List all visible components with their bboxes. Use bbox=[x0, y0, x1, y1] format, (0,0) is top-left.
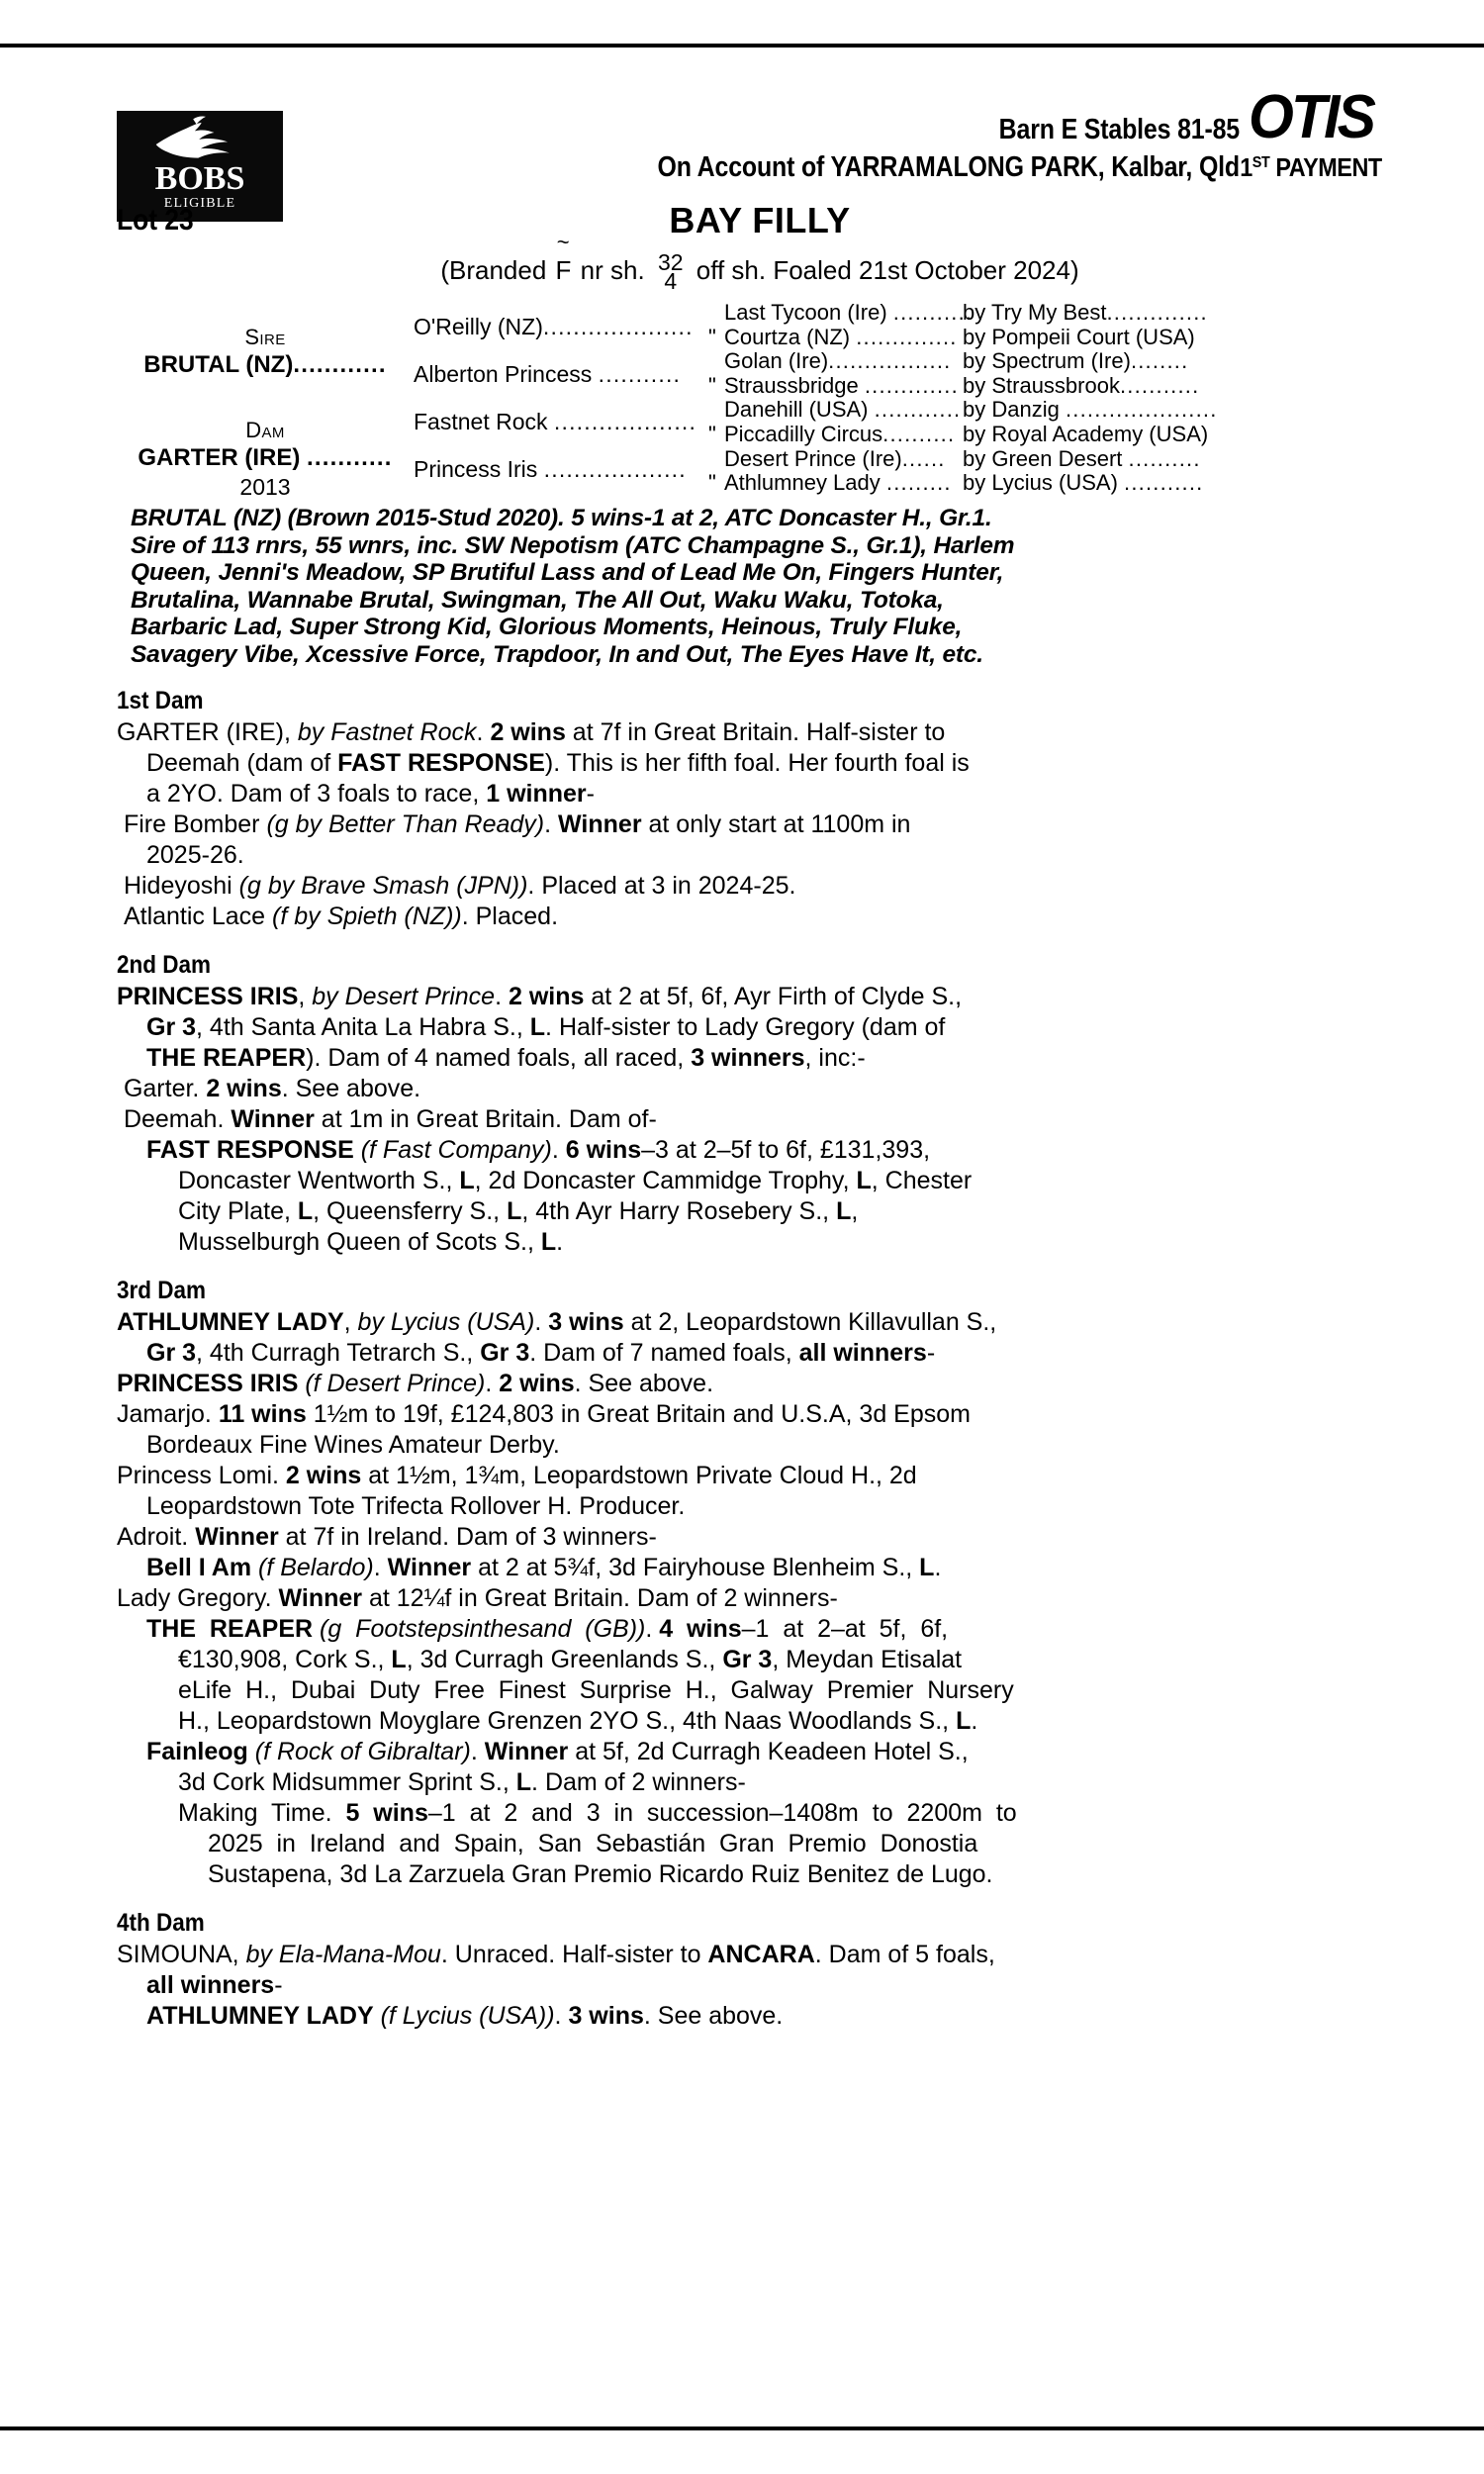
lot-number: Lot 23 bbox=[117, 204, 194, 237]
brand-letter: ~ F bbox=[555, 230, 572, 285]
pedigree-text-line: Princess Lomi. 2 wins at 1½m, 1¾m, Leopardstown Private Cloud H., 2d bbox=[117, 1462, 917, 1489]
brand-near-shoulder: nr sh. bbox=[580, 255, 645, 285]
sire-paragraph-line: BRUTAL (NZ) (Brown 2015-Stud 2020). 5 wins-1 at 2, ATC Doncaster H., Gr.1. bbox=[131, 505, 992, 531]
pedigree-text-line: FAST RESPONSE (f Fast Company). 6 wins–3 at 2–5f to 6f, £131,393, bbox=[146, 1136, 931, 1164]
otis-wordmark: OTIS bbox=[1248, 83, 1374, 151]
dam-section-heading: 1st Dam bbox=[117, 687, 204, 714]
pedigree-g3-row: " Athlumney Lady ......... bbox=[708, 470, 952, 496]
pedigree-sire-group bbox=[117, 325, 414, 380]
pedigree-text-line: GARTER (IRE), by Fastnet Rock. 2 wins at 7f in Great Britain. Half-sister to bbox=[117, 718, 946, 746]
otis-logo bbox=[1219, 83, 1403, 182]
dam-label: Dam bbox=[245, 418, 285, 442]
pedigree-g3-row: Danehill (USA) ............ bbox=[724, 397, 962, 423]
page-content bbox=[117, 69, 1403, 2032]
pedigree-g3-row: " Straussbridge ............. bbox=[708, 372, 959, 398]
bobs-wordmark: BOBS bbox=[154, 160, 245, 197]
brand-suffix: off sh. Foaled 21st October 2024) bbox=[696, 255, 1079, 285]
pedigree-text-line: Deemah. Winner at 1m in Great Britain. Dam of- bbox=[117, 1105, 657, 1133]
pedigree-g3-row: Last Tycoon (Ire) ........... bbox=[724, 300, 974, 325]
pedigree-text-line: Lady Gregory. Winner at 12¼f in Great Britain. Dam of 2 winners- bbox=[117, 1584, 838, 1612]
pedigree-text-line: Making Time. 5 wins–1 at 2 and 3 in succession–1408m to 2200m to bbox=[178, 1799, 1017, 1827]
dam-foaling-year: 2013 bbox=[239, 474, 291, 500]
pedigree-text-line: Musselburgh Queen of Scots S., L. bbox=[178, 1228, 564, 1256]
pedigree-text-line: all winners- bbox=[146, 1971, 283, 1999]
dam-name: GARTER (IRE) ........... bbox=[138, 444, 393, 471]
dam-section-body bbox=[117, 982, 1403, 1258]
pedigree-g4-row: by Royal Academy (USA) bbox=[963, 421, 1209, 446]
pedigree-text-line: Leopardstown Tote Trifecta Rollover H. Producer. bbox=[146, 1492, 686, 1520]
dam-section-heading: 3rd Dam bbox=[117, 1277, 207, 1304]
pedigree-text-line: THE REAPER). Dam of 4 named foals, all raced, 3 winners, inc:- bbox=[146, 1044, 866, 1072]
barn-stables-label: Barn E Stables 81-85 bbox=[998, 114, 1240, 145]
pedigree-text-line: a 2YO. Dam of 3 foals to race, 1 winner- bbox=[146, 780, 595, 808]
pedigree-text-line: City Plate, L, Queensferry S., L, 4th Ayr Harry Rosebery S., L, bbox=[178, 1197, 859, 1225]
branding-line bbox=[117, 230, 1403, 294]
pedigree-text-line: 3d Cork Midsummer Sprint S., L. Dam of 2 winners- bbox=[178, 1768, 746, 1796]
sire-name: BRUTAL (NZ)............ bbox=[143, 351, 387, 378]
pedigree-text-line: €130,908, Cork S., L, 3d Curragh Greenlands S., Gr 3, Meydan Etisalat bbox=[178, 1646, 963, 1673]
pedigree-text-line: Hideyoshi (g by Brave Smash (JPN)). Placed at 3 in 2024-25. bbox=[117, 872, 796, 900]
pedigree-text-line: Doncaster Wentworth S., L, 2d Doncaster Cammidge Trophy, L, Chester bbox=[178, 1167, 973, 1194]
pedigree-text-line: Bordeaux Fine Wines Amateur Derby. bbox=[146, 1431, 560, 1459]
pedigree-g4-row: by Try My Best.............. bbox=[963, 300, 1208, 325]
pedigree-text-line: Deemah (dam of FAST RESPONSE). This is her fifth foal. Her fourth foal is bbox=[146, 749, 970, 777]
pedigree-g4-row: by Pompeii Court (USA) bbox=[963, 324, 1195, 349]
pedigree-text-line: THE REAPER (g Footstepsinthesand (GB)). 4 wins–1 at 2–at 5f, 6f, bbox=[146, 1615, 949, 1643]
horse-head-icon bbox=[148, 116, 251, 161]
pedigree-g2-row: Princess Iris ................... bbox=[414, 456, 687, 482]
sire-paragraph-line: Sire of 113 rnrs, 55 wnrs, inc. SW Nepotism (ATC Champagne S., Gr.1), Harlem bbox=[131, 531, 1015, 559]
pedigree-generation-4 bbox=[963, 301, 1408, 496]
barn-account-block bbox=[285, 111, 1240, 186]
pedigree-g2-row: Alberton Princess ........... bbox=[414, 361, 682, 387]
brand-fraction: 32 4 bbox=[657, 249, 684, 294]
pedigree-text-line: Jamarjo. 11 wins 1½m to 19f, £124,803 in Great Britain and U.S.A, 3d Epsom bbox=[117, 1400, 971, 1428]
pedigree-text-line: Gr 3, 4th Curragh Tetrarch S., Gr 3. Dam of 7 named foals, all winners- bbox=[146, 1339, 936, 1367]
sire-description-paragraph bbox=[117, 505, 1403, 668]
sire-paragraph-line: Brutalina, Wannabe Brutal, Swingman, The All Out, Waku Waku, Totoka, bbox=[131, 586, 944, 614]
pedigree-g4-row: by Straussbrook........... bbox=[963, 372, 1200, 398]
pedigree-text-line: Fainleog (f Rock of Gibraltar). Winner at 5f, 2d Curragh Keadeen Hotel S., bbox=[146, 1738, 969, 1765]
pedigree-text-line: Adroit. Winner at 7f in Ireland. Dam of 3 winners- bbox=[117, 1523, 657, 1551]
pedigree-text-line: Atlantic Lace (f by Spieth (NZ)). Placed. bbox=[117, 903, 559, 930]
vendor-account-label: On Account of YARRAMALONG PARK, Kalbar, Qld bbox=[657, 151, 1240, 183]
pedigree-g4-row: by Danzig ..................... bbox=[963, 397, 1218, 423]
pedigree-text-line: eLife H., Dubai Duty Free Finest Surprise H., Galway Premier Nursery bbox=[178, 1676, 1014, 1704]
pedigree-text-line: 2025 in Ireland and Spain, San Sebastián Gran Premio Donostia bbox=[208, 1830, 978, 1857]
pedigree-text-line: Gr 3, 4th Santa Anita La Habra S., L. Half-sister to Lady Gregory (dam of bbox=[146, 1013, 946, 1041]
page-top-rule bbox=[0, 44, 1484, 48]
pedigree-text-line: PRINCESS IRIS (f Desert Prince). 2 wins. See above. bbox=[117, 1370, 714, 1397]
dam-section-heading: 2nd Dam bbox=[117, 951, 212, 979]
bobs-eligible-label: ELIGIBLE bbox=[163, 196, 236, 211]
pedigree-g4-row: by Green Desert .......... bbox=[963, 445, 1201, 471]
dam-section-heading: 4th Dam bbox=[117, 1909, 205, 1937]
pedigree-g3-row: " Courtza (NZ) .............. bbox=[708, 324, 958, 349]
page-header bbox=[117, 69, 1403, 211]
pedigree-g4-row: by Lycius (USA) ........... bbox=[963, 470, 1204, 496]
dam-section-body bbox=[117, 717, 1403, 932]
pedigree-text-line: Garter. 2 wins. See above. bbox=[117, 1075, 421, 1102]
pedigree-g4-row: by Spectrum (Ire)........ bbox=[963, 348, 1189, 374]
pedigree-g2-row: O'Reilly (NZ).................... bbox=[414, 314, 694, 339]
pedigree-text-line: Sustapena, 3d La Zarzuela Gran Premio Ricardo Ruiz Benitez de Lugo. bbox=[208, 1860, 993, 1888]
brand-prefix: (Branded bbox=[440, 255, 547, 285]
pedigree-table bbox=[117, 300, 1403, 500]
pedigree-text-line: ATHLUMNEY LADY (f Lycius (USA)). 3 wins. See above. bbox=[146, 2002, 784, 2030]
sire-paragraph-line: Queen, Jenni's Meadow, SP Brutiful Lass and of Lead Me On, Fingers Hunter, bbox=[131, 559, 1004, 586]
pedigree-text-line: H., Leopardstown Moyglare Grenzen 2YO S., 4th Naas Woodlands S., L. bbox=[178, 1707, 978, 1735]
pedigree-text-line: SIMOUNA, by Ela-Mana-Mou. Unraced. Half-sister to ANCARA. Dam of 5 foals, bbox=[117, 1941, 995, 1968]
dam-sections bbox=[117, 684, 1403, 2032]
pedigree-g3-row: Desert Prince (Ire)...... bbox=[724, 445, 946, 471]
dam-section-body bbox=[117, 1307, 1403, 1890]
pedigree-g3-row: " Piccadilly Circus.......... bbox=[708, 421, 956, 446]
page-bottom-rule bbox=[0, 2426, 1484, 2430]
pedigree-text-line: Bell I Am (f Belardo). Winner at 2 at 5¾f, 3d Fairyhouse Blenheim S., L. bbox=[146, 1554, 942, 1581]
pedigree-g3-row: Golan (Ire)................. bbox=[724, 348, 952, 374]
colour-and-sex: BAY FILLY bbox=[669, 200, 851, 240]
otis-first-payment-label: 1ST PAYMENT bbox=[1240, 152, 1382, 182]
sire-paragraph-line: Barbaric Lad, Super Strong Kid, Glorious Moments, Heinous, Truly Fluke, bbox=[131, 614, 963, 640]
pedigree-g2-row: Fastnet Rock ................... bbox=[414, 409, 697, 434]
pedigree-text-line: Fire Bomber (g by Better Than Ready). Winner at only start at 1100m in bbox=[117, 810, 911, 838]
sire-paragraph-line: Savagery Vibe, Xcessive Force, Trapdoor, In and Out, The Eyes Have It, etc. bbox=[131, 640, 983, 668]
pedigree-text-line: ATHLUMNEY LADY, by Lycius (USA). 3 wins at 2, Leopardstown Killavullan S., bbox=[117, 1308, 997, 1336]
dam-section-body bbox=[117, 1940, 1403, 2032]
pedigree-text-line: PRINCESS IRIS, by Desert Prince. 2 wins at 2 at 5f, 6f, Ayr Firth of Clyde S., bbox=[117, 983, 963, 1010]
sire-label: Sire bbox=[244, 325, 286, 349]
pedigree-text-line: 2025-26. bbox=[146, 841, 244, 869]
pedigree-dam-group bbox=[117, 418, 414, 501]
